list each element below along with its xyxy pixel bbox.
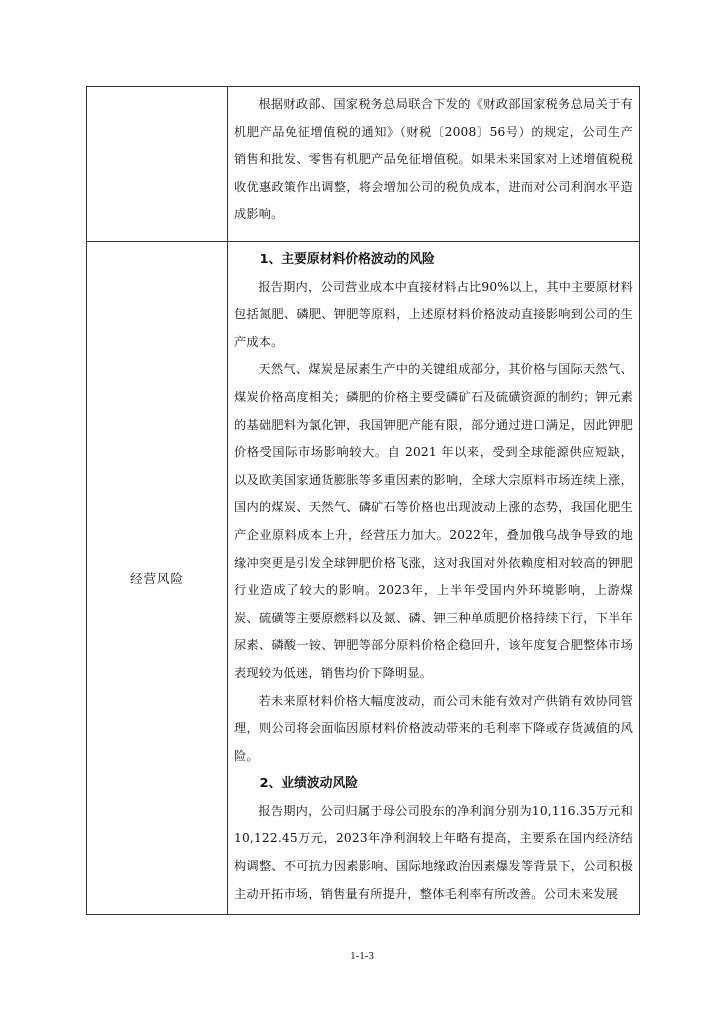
risk-description-cell — [228, 242, 640, 915]
risk-description-cell — [228, 87, 640, 242]
paragraph: 若未来原材料价格大幅度波动，而公司未能有效对产供销有效协同管理，则公司将会面临因原材料价格波动带来的毛利率下降或存货减值的风险。 — [234, 693, 633, 763]
risk-category-cell — [87, 87, 228, 242]
section-heading: 2、业绩波动风险 — [259, 776, 359, 792]
page-number: 1-1-3 — [350, 950, 374, 962]
paragraph: 天然气、煤炭是尿素生产中的关键组成部分，其价格与国际天然气、煤炭价格高度相关；磷肥的价格主要受磷矿石及硫磺资源的制约；钾元素的基础肥料为氯化钾，我国钾肥产能有限，部分通过进口满足，因此钾肥价格受国际市场影响较大。自 2021 年以来，受到全球能源供应短缺，以及欧美国家通货膨胀等多重因素的影响，全球大宗原料市场连续上涨，国内的煤炭、天然气、磷矿石等价格也出现波动上涨的态势，我国化肥生产企业原料成本上升，经营压力加大。2022年，叠加俄乌战争导致的地缘冲突更是引发全球钾肥价格飞涨，这对我国对外依赖度相对较高的钾肥行业造成了较大的影响。2023年，上半年受国内外环境影响，上游煤炭、硫磺等主要原燃料以及氮、磷、钾三种单质肥价格持续下行，下半年尿素、磷酸一铵、钾肥等部分原料价格企稳回升，该年度复合肥整体市场表现较为低迷，销售均价下降明显。 — [234, 362, 633, 680]
paragraph: 根据财政部、国家税务总局联合下发的《财政部国家税务总局关于有机肥产品免征增值税的通知》（财税〔2008〕56号）的规定，公司生产销售和批发、零售有机肥产品免征增值税。如果未来国家对上述增值税税收优惠政策作出调整，将会增加公司的税负成本，进而对公司利润水平造成影响。 — [234, 97, 633, 222]
section-heading: 1、主要原材料价格波动的风险 — [259, 252, 435, 267]
risk-table — [86, 86, 640, 915]
paragraph: 报告期内，公司营业成本中直接材料占比90%以上，其中主要原材料包括氮肥、磷肥、钾肥等原料，上述原材料价格波动直接影响到公司的生产成本。 — [234, 279, 633, 349]
table-row — [87, 242, 640, 915]
table-row — [87, 87, 640, 242]
paragraph: 报告期内，公司归属于母公司股东的净利润分别为10,116.35万元和10,122.45万元，2023年净利润较上年略有提高，主要系在国内经济结构调整、不可抗力因素影响、国际地缘政治因素爆发等背景下，公司积极主动开拓市场，销售量有所提升，整体毛利率有所改善。公司未来发展 — [234, 803, 633, 901]
risk-category-cell: 经营风险 — [87, 242, 228, 915]
